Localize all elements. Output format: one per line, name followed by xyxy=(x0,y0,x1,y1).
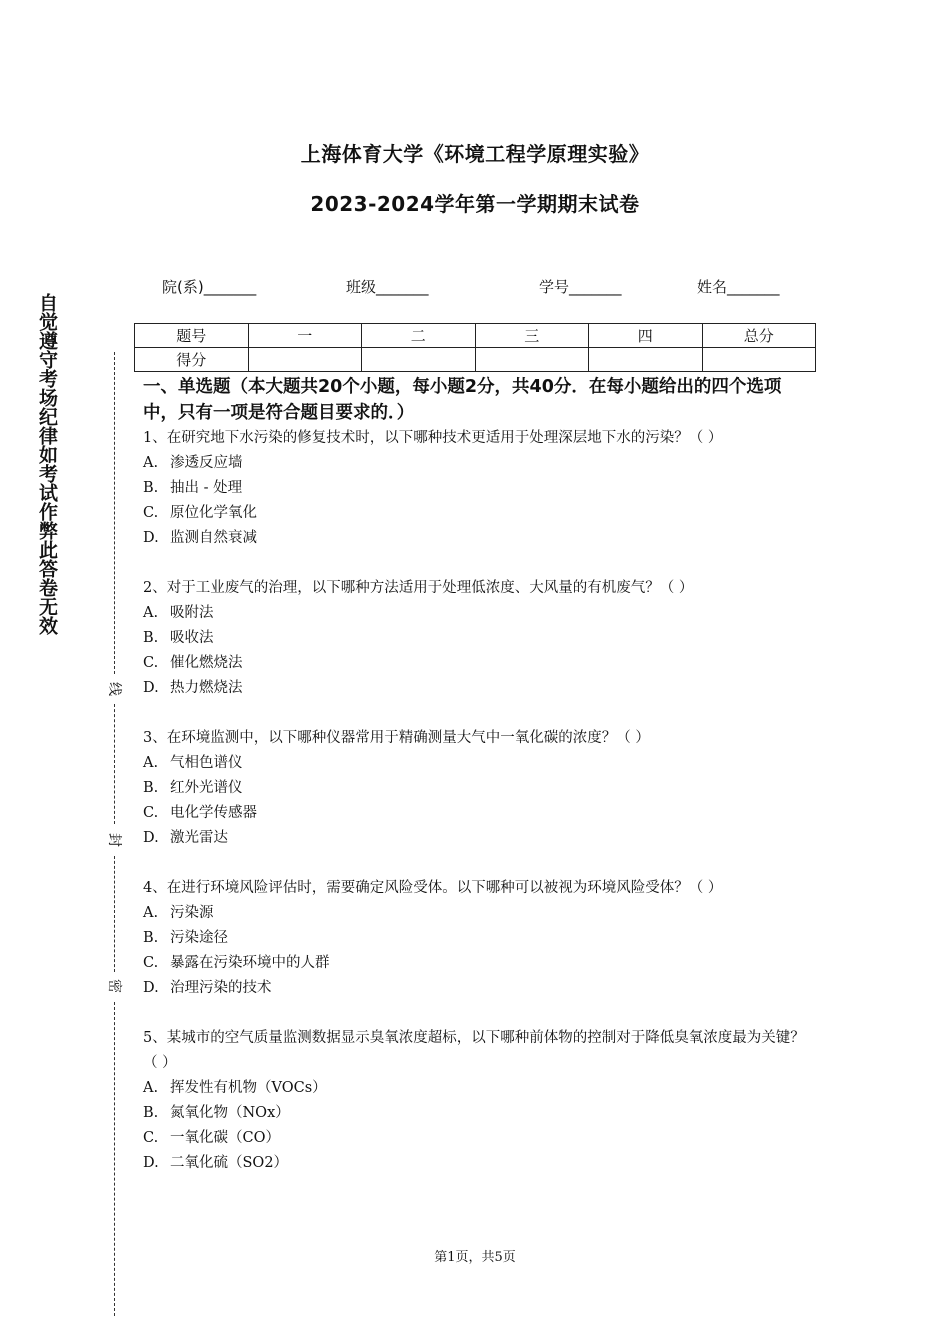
exam-title-line1: 上海体育大学《环境工程学原理实验》 xyxy=(300,142,650,166)
option-letter: D. xyxy=(143,530,159,546)
option-text: 一氧化碳（CO） xyxy=(170,1130,280,1146)
binding-mark-xian: 线 xyxy=(105,680,125,698)
score-table-header-row xyxy=(135,324,816,348)
binding-dashed-line xyxy=(114,1002,115,1316)
option-a[interactable] xyxy=(143,451,813,476)
option-text: 电化学传感器 xyxy=(170,805,257,821)
question-spacer xyxy=(143,701,813,726)
option-d[interactable] xyxy=(143,976,813,1001)
option-text: 渗透反应墙 xyxy=(170,455,243,471)
option-b[interactable] xyxy=(143,1101,813,1126)
option-text: 激光雷达 xyxy=(170,830,228,846)
section-heading: 一、单选题（本大题共20个小题，每小题2分，共40分．在每小题给出的四个选项中，只有一项是符合题目要求的．） xyxy=(143,377,782,423)
class-field: 班级_______ xyxy=(346,278,429,296)
option-letter: B. xyxy=(143,630,159,646)
question-spacer xyxy=(143,551,813,576)
option-text: 气相色谱仪 xyxy=(170,755,243,771)
option-a[interactable] xyxy=(143,601,813,626)
option-letter: B. xyxy=(143,930,159,946)
option-letter: A. xyxy=(143,455,159,471)
option-c[interactable] xyxy=(143,1126,813,1151)
score-table-header-cell: 四 xyxy=(589,324,703,348)
option-b[interactable] xyxy=(143,926,813,951)
binding-mark-mi: 密 xyxy=(105,977,125,995)
option-c[interactable] xyxy=(143,651,813,676)
option-text: 吸附法 xyxy=(170,605,214,621)
question-stem: 5、某城市的空气质量监测数据显示臭氧浓度超标，以下哪种前体物的控制对于降低臭氧浓度最为关键？（ ） xyxy=(143,1030,805,1071)
name-field: 姓名_______ xyxy=(697,278,780,296)
score-cell xyxy=(702,348,816,372)
option-d[interactable] xyxy=(143,826,813,851)
option-letter: B. xyxy=(143,780,159,796)
student-id-field: 学号_______ xyxy=(539,278,622,296)
option-text: 污染源 xyxy=(170,905,214,921)
question-stem: 4、在进行环境风险评估时，需要确定风险受体。以下哪种可以被视为环境风险受体？（ ） xyxy=(143,880,723,896)
option-letter: D. xyxy=(143,680,159,696)
question-4 xyxy=(143,876,813,1001)
option-letter: C. xyxy=(143,1130,159,1146)
question-spacer xyxy=(143,1001,813,1026)
question-stem: 3、在环境监测中，以下哪种仪器常用于精确测量大气中一氧化碳的浓度？（ ） xyxy=(143,730,650,746)
option-text: 二氧化硫（SO2） xyxy=(170,1155,289,1171)
option-text: 治理污染的技术 xyxy=(170,980,272,996)
binding-dashed-line xyxy=(114,352,115,674)
option-letter: C. xyxy=(143,505,159,521)
option-letter: B. xyxy=(143,480,159,496)
option-letter: D. xyxy=(143,1155,159,1171)
score-cell xyxy=(362,348,476,372)
binding-dashed-line xyxy=(114,856,115,972)
option-a[interactable] xyxy=(143,1076,813,1101)
option-d[interactable] xyxy=(143,526,813,551)
page-number: 第1页，共5页 xyxy=(434,1250,516,1265)
binding-mark-feng: 封 xyxy=(105,831,125,849)
option-c[interactable] xyxy=(143,951,813,976)
score-table-score-row xyxy=(135,348,816,372)
option-d[interactable] xyxy=(143,676,813,701)
score-table-header-cell: 三 xyxy=(475,324,589,348)
score-table-header-cell: 一 xyxy=(248,324,362,348)
option-letter: A. xyxy=(143,905,159,921)
option-letter: B. xyxy=(143,1105,159,1121)
question-5 xyxy=(143,1026,813,1176)
option-text: 暴露在污染环境中的人群 xyxy=(170,955,330,971)
option-a[interactable] xyxy=(143,751,813,776)
exam-title-line2: 2023-2024学年第一学期期末试卷 xyxy=(310,192,640,216)
department-field: 院(系)_______ xyxy=(162,278,257,296)
question-2 xyxy=(143,576,813,701)
option-letter: A. xyxy=(143,755,159,771)
option-c[interactable] xyxy=(143,801,813,826)
option-letter: A. xyxy=(143,1080,159,1096)
option-text: 红外光谱仪 xyxy=(170,780,243,796)
option-b[interactable] xyxy=(143,476,813,501)
option-text: 氮氧化物（NOx） xyxy=(170,1105,290,1121)
question-spacer xyxy=(143,851,813,876)
option-text: 污染途径 xyxy=(170,930,228,946)
option-text: 原位化学氧化 xyxy=(170,505,257,521)
option-letter: A. xyxy=(143,605,159,621)
option-letter: C. xyxy=(143,955,159,971)
score-cell xyxy=(475,348,589,372)
score-cell xyxy=(589,348,703,372)
option-text: 抽出 - 处理 xyxy=(170,480,243,496)
score-table xyxy=(134,323,816,372)
side-warning-text: 自觉遵守考场纪律如考试作弊此答卷无效 xyxy=(36,293,58,635)
option-letter: C. xyxy=(143,805,159,821)
question-stem: 1、在研究地下水污染的修复技术时，以下哪种技术更适用于处理深层地下水的污染？（ ） xyxy=(143,430,723,446)
option-text: 热力燃烧法 xyxy=(170,680,243,696)
option-text: 吸收法 xyxy=(170,630,214,646)
binding-dashed-line xyxy=(114,704,115,824)
option-text: 挥发性有机物（VOCs） xyxy=(170,1080,327,1096)
question-stem: 2、对于工业废气的治理，以下哪种方法适用于处理低浓度、大风量的有机废气？（ ） xyxy=(143,580,694,596)
question-section xyxy=(143,374,813,1176)
option-b[interactable] xyxy=(143,776,813,801)
option-a[interactable] xyxy=(143,901,813,926)
option-letter: C. xyxy=(143,655,159,671)
option-b[interactable] xyxy=(143,626,813,651)
option-letter: D. xyxy=(143,830,159,846)
option-text: 催化燃烧法 xyxy=(170,655,243,671)
option-d[interactable] xyxy=(143,1151,813,1176)
score-table-header-cell: 二 xyxy=(362,324,476,348)
option-text: 监测自然衰减 xyxy=(170,530,257,546)
score-label-cell: 得分 xyxy=(135,348,249,372)
score-cell xyxy=(248,348,362,372)
question-1 xyxy=(143,426,813,551)
option-letter: D. xyxy=(143,980,159,996)
score-table-header-cell: 总分 xyxy=(702,324,816,348)
option-c[interactable] xyxy=(143,501,813,526)
score-table-header-cell: 题号 xyxy=(135,324,249,348)
question-3 xyxy=(143,726,813,851)
